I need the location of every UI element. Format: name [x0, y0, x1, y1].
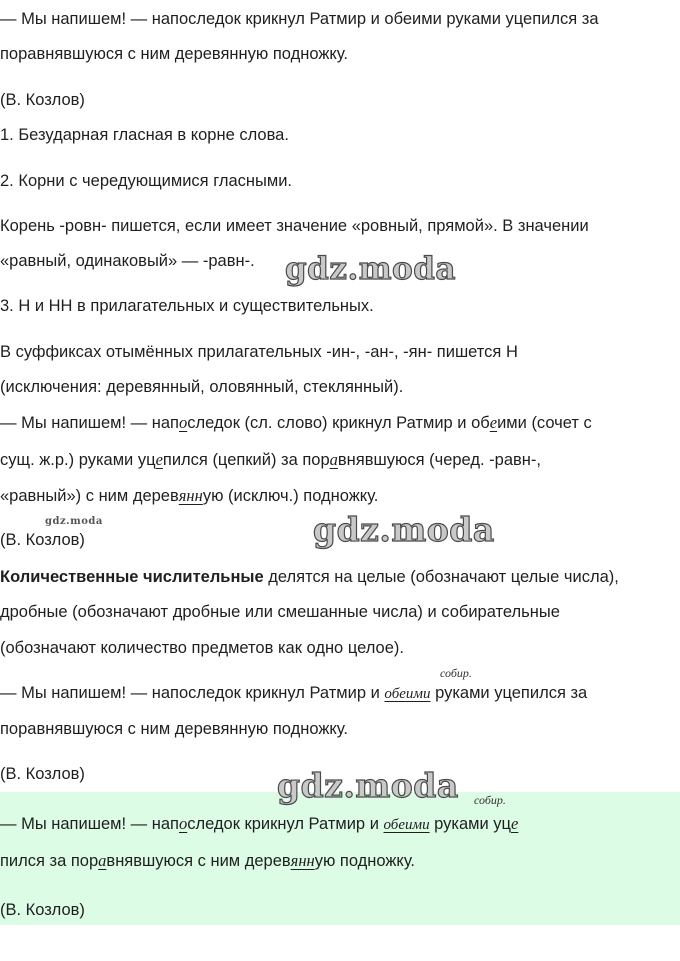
watermark-logo: gdz.moda [277, 766, 459, 805]
vowel-a: а [329, 450, 338, 469]
watermark-small: gdz.moda [45, 516, 103, 527]
word-obeimi: обеими [384, 686, 431, 702]
rule-2-text-2: «равный, одинаковый» — -равн-. [0, 252, 255, 270]
sentence-line-1: — Мы напишем! — напоследок крикнул Ратмир и обеими руками уцепился за [0, 10, 599, 28]
rule-3-text-1: В суффиксах отымённых прилагательных -ин-, -ан-, -ян- пишется Н [0, 343, 518, 361]
numerals-line-3: (обозначают количество предметов как одно целое). [0, 639, 404, 657]
rule-1: 1. Безударная гласная в корне слова. [0, 126, 289, 144]
watermark-logo: gdz.moda [285, 251, 456, 287]
word-obeimi: обеими [383, 817, 430, 833]
sentence-line-1: — Мы напишем! — напоследок крикнул Ратмир и обеими руками уце [0, 814, 519, 833]
watermark-logo: gdz.moda [313, 510, 495, 549]
sentence-line-1: — Мы напишем! — напоследок крикнул Ратмир и обеими руками уцепился за [0, 684, 588, 702]
author: (В. Козлов) [0, 91, 85, 109]
annotated-line-2: сущ. ж.р.) руками уцепился (цепкий) за поравнявшуюся (черед. -равн-, [0, 450, 541, 469]
annotated-line-3: «равный») с ним деревянную (исключ.) подножку. [0, 486, 379, 505]
rule-2-text-1: Корень -ровн- пишется, если имеет значение «ровный, прямой». В значении [0, 217, 589, 235]
vowel-o: о [178, 413, 188, 432]
note-sobir: собир. [440, 666, 472, 680]
annotated-line-1: — Мы напишем! — напоследок (сл. слово) крикнул Ратмир и обеими (сочет с [0, 413, 592, 432]
vowel-a: а [98, 851, 107, 870]
vowel-o: о [178, 814, 188, 833]
rule-3-text-2: (исключения: деревянный, оловянный, стеклянный). [0, 378, 404, 396]
numerals-line-2: дробные (обозначают дробные или смешанные числа) и собирательные [0, 603, 560, 621]
vowel-e: е [511, 814, 519, 833]
vowel-e: е [155, 450, 163, 469]
sentence-line-2: поравнявшуюся с ним деревянную подножку. [0, 45, 348, 63]
sentence-line-2: пился за поравнявшуюся с ним деревянную подножку. [0, 851, 416, 870]
author: (В. Козлов) [0, 901, 85, 919]
author: (В. Козлов) [0, 531, 85, 549]
sentence-line-2: поравнявшуюся с ним деревянную подножку. [0, 720, 348, 738]
rule-2: 2. Корни с чередующимися гласными. [0, 172, 293, 190]
suffix-yann: янн [290, 851, 315, 870]
suffix-yann: янн [178, 486, 203, 505]
note-sobir: собир. [474, 793, 506, 807]
vowel-e: е [489, 413, 498, 432]
rule-3: 3. Н и НН в прилагательных и существительных. [0, 297, 374, 315]
numerals-line-1: Количественные числительные делятся на целые (обозначают целые числа), [0, 568, 619, 586]
term: Количественные числительные [0, 568, 264, 586]
author: (В. Козлов) [0, 765, 85, 783]
